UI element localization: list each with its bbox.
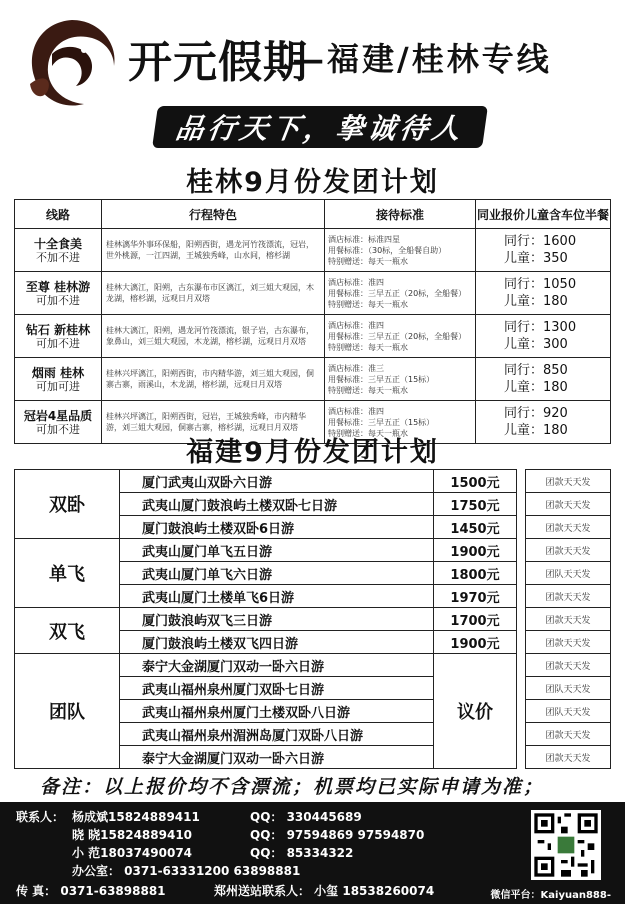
category-label: 单飞 [15, 539, 120, 608]
route-status: 团款天天发 [526, 470, 611, 493]
route-name: 厦门武夷山双卧六日游 [120, 470, 434, 493]
col-header-route: 线路 [15, 200, 102, 229]
route-price [434, 654, 517, 769]
hotel-standard: 酒店标准：标准四星 [328, 234, 400, 244]
route-price: 1750元 [434, 493, 517, 516]
route-status: 团队天天发 [526, 562, 611, 585]
route-name: 厦门鼓浪屿双飞三日游 [120, 608, 434, 631]
route-status: 团款天天发 [526, 539, 611, 562]
route-name: 泰宁大金湖厦门双动一卧六日游 [120, 746, 434, 769]
route-name: 武夷山福州泉州厦门双卧七日游 [120, 677, 434, 700]
route-price: 1970元 [434, 585, 517, 608]
table-row [15, 654, 611, 677]
price-cell [476, 358, 611, 401]
route-standard [325, 315, 476, 358]
route-status: 团款天天发 [526, 723, 611, 746]
contact-phone: 小 范18037490074 [72, 846, 193, 860]
special-gift: 特别赠送：每天一瓶水 [328, 428, 408, 438]
route-cell [15, 229, 102, 272]
meal-standard: 用餐标准：三早五正（20标，全船餐） [328, 331, 467, 341]
table-row [15, 358, 611, 401]
qq-number: QQ： 97594869 97594870 [250, 828, 425, 842]
route-name: 至尊 桂林游 [25, 279, 91, 294]
hotel-standard: 酒店标准：准四 [328, 277, 384, 287]
child-price: 儿童：180 [504, 423, 568, 438]
route-cell [15, 315, 102, 358]
table-row [15, 470, 611, 493]
route-name: 十全食美 [33, 236, 82, 251]
col-header-features: 行程特色 [102, 200, 325, 229]
route-name: 厦门鼓浪屿土楼双飞四日游 [120, 631, 434, 654]
route-status: 团队天天发 [526, 677, 611, 700]
route-price: 1450元 [434, 516, 517, 539]
route-price: 1800元 [434, 562, 517, 585]
route-name: 武夷山福州泉州厦门土楼双卧八日游 [120, 700, 434, 723]
brand-name: 开元假期 [128, 37, 308, 88]
route-status: 团款天天发 [526, 585, 611, 608]
route-name: 厦门鼓浪屿土楼双卧6日游 [120, 516, 434, 539]
qq-number: QQ： 85334322 [250, 846, 354, 860]
col-header-price: 同业报价儿童含车位半餐 [476, 200, 611, 229]
route-name: 泰宁大金湖厦门双动一卧六日游 [120, 654, 434, 677]
route-price: 1900元 [434, 539, 517, 562]
table-row [15, 539, 611, 562]
hotel-standard: 酒店标准：准四 [328, 320, 384, 330]
route-name: 武夷山厦门单飞五日游 [120, 539, 434, 562]
qr-code-icon [531, 810, 601, 880]
route-name: 武夷山厦门鼓浪屿土楼双卧七日游 [120, 493, 434, 516]
guilin-section-title: 桂林9月份发团计划 [186, 167, 439, 198]
table-row [15, 315, 611, 358]
route-status: 团款天天发 [526, 516, 611, 539]
route-name: 武夷山福州泉州湄洲岛厦门双卧八日游 [120, 723, 434, 746]
route-status: 团队天天发 [526, 700, 611, 723]
hotel-standard: 酒店标准：准四 [328, 406, 384, 416]
hotel-standard: 酒店标准：准三 [328, 363, 384, 373]
route-standard [325, 358, 476, 401]
qq-number: QQ： 330445689 [250, 810, 362, 824]
adult-price: 同行：1300 [504, 320, 577, 335]
route-features: 桂林大漓江，阳朔，遇龙河竹筏漂流，银子岩，古东瀑布，象鼻山，刘三姐大观园，木龙湖，榕杉湖，远观日月双塔 [102, 315, 325, 358]
meal-standard: 用餐标准：（30标，全船餐自助） [328, 245, 447, 255]
route-features: 桂林大漓江，阳朔，古东瀑布市区漓江，刘三姐大观园，木龙湖，榕杉湖，远观日月双塔 [102, 272, 325, 315]
brand-logo [22, 14, 122, 114]
child-price: 儿童：300 [504, 337, 568, 352]
route-features: 桂林兴坪漓江，阳朔西街，冠岩，王城独秀峰，市内精华游，刘三姐大观园，侗寨古寨，榕杉湖，远观日月双塔 [102, 401, 325, 444]
category-label: 双飞 [15, 608, 120, 654]
route-note: 可加不进 [36, 293, 80, 307]
route-name: 烟雨 桂林 [31, 365, 85, 380]
child-price: 儿童：350 [504, 251, 568, 266]
table-row [15, 608, 611, 631]
route-name: 钻石 新桂林 [25, 322, 91, 337]
route-cell [15, 272, 102, 315]
route-note: 不加不进 [36, 250, 80, 264]
remark-note: 备注：以上报价均不含漂流；机票均已实际申请为准； [40, 776, 545, 798]
route-note: 可加可进 [36, 379, 80, 393]
meal-standard: 用餐标准：三早五正（20标，全船餐） [328, 288, 467, 298]
guilin-price-table [14, 199, 611, 444]
child-price: 儿童：180 [504, 294, 568, 309]
price-cell [476, 315, 611, 358]
route-note: 可加不进 [36, 336, 80, 350]
table-row [15, 229, 611, 272]
adult-price: 同行：920 [504, 406, 568, 421]
fujian-price-table [14, 469, 611, 769]
contact-footer [0, 802, 625, 904]
price-cell [476, 272, 611, 315]
adult-price: 同行：1050 [504, 277, 577, 292]
contact-label: 联系人： [16, 810, 65, 824]
col-header-standard: 接待标准 [325, 200, 476, 229]
route-cell [15, 358, 102, 401]
special-gift: 特别赠送：每天一瓶水 [328, 256, 408, 266]
adult-price: 同行：1600 [504, 234, 577, 249]
station-contact: 郑州送站联系人： 小玺 18538260074 [214, 884, 435, 898]
meal-standard: 用餐标准：三早五正（15标） [328, 374, 435, 384]
price-cell [476, 229, 611, 272]
route-name: 武夷山厦门土楼单飞6日游 [120, 585, 434, 608]
special-gift: 特别赠送：每天一瓶水 [328, 385, 408, 395]
route-features: 桂林漓华外事环保船，阳朔西街，遇龙河竹筏漂流，冠岩，世外桃源，一江四湖，王城独秀峰，山水间，榕杉湖 [102, 229, 325, 272]
route-status: 团款天天发 [526, 493, 611, 516]
route-price: 1500元 [434, 470, 517, 493]
category-label: 双卧 [15, 470, 120, 539]
route-note: 可加不进 [36, 422, 80, 436]
route-status: 团款天天发 [526, 608, 611, 631]
contact-phone: 晓 晓15824889410 [72, 828, 193, 842]
route-status: 团款天天发 [526, 654, 611, 677]
adult-price: 同行：850 [504, 363, 568, 378]
table-header-row [15, 200, 611, 229]
route-status: 团款天天发 [526, 746, 611, 769]
negotiable-price: 议价 [457, 702, 493, 723]
category-label: 团队 [15, 654, 120, 769]
table-row [15, 272, 611, 315]
contact-phone: 杨成斌15824889411 [72, 810, 200, 824]
slogan-banner: 品行天下，挚诚待人 [152, 106, 488, 148]
wechat-platform: 微信平台：Kaiyuan888- [490, 890, 611, 901]
office-phone: 办公室： 0371-63331200 63898881 [72, 864, 301, 878]
route-standard [325, 229, 476, 272]
route-status: 团款天天发 [526, 631, 611, 654]
brand-subtitle: —福建/桂林专线 [292, 40, 552, 78]
route-name: 武夷山厦门单飞六日游 [120, 562, 434, 585]
route-price: 1900元 [434, 631, 517, 654]
special-gift: 特别赠送：每天一瓶水 [328, 299, 408, 309]
route-features: 桂林兴坪漓江，阳朔西街，市内精华游，刘三姐大观园，侗寨古寨，雨溪山，木龙湖，榕杉湖，远观日月双塔 [102, 358, 325, 401]
fax-number: 传 真： 0371-63898881 [16, 884, 166, 898]
child-price: 儿童：180 [504, 380, 568, 395]
fujian-section-title: 福建9月份发团计划 [186, 437, 439, 468]
route-price: 1700元 [434, 608, 517, 631]
route-name: 冠岩4星品质 [23, 408, 93, 423]
route-standard [325, 272, 476, 315]
special-gift: 特别赠送：每天一瓶水 [328, 342, 408, 352]
meal-standard: 用餐标准：三早五正（15标） [328, 417, 435, 427]
